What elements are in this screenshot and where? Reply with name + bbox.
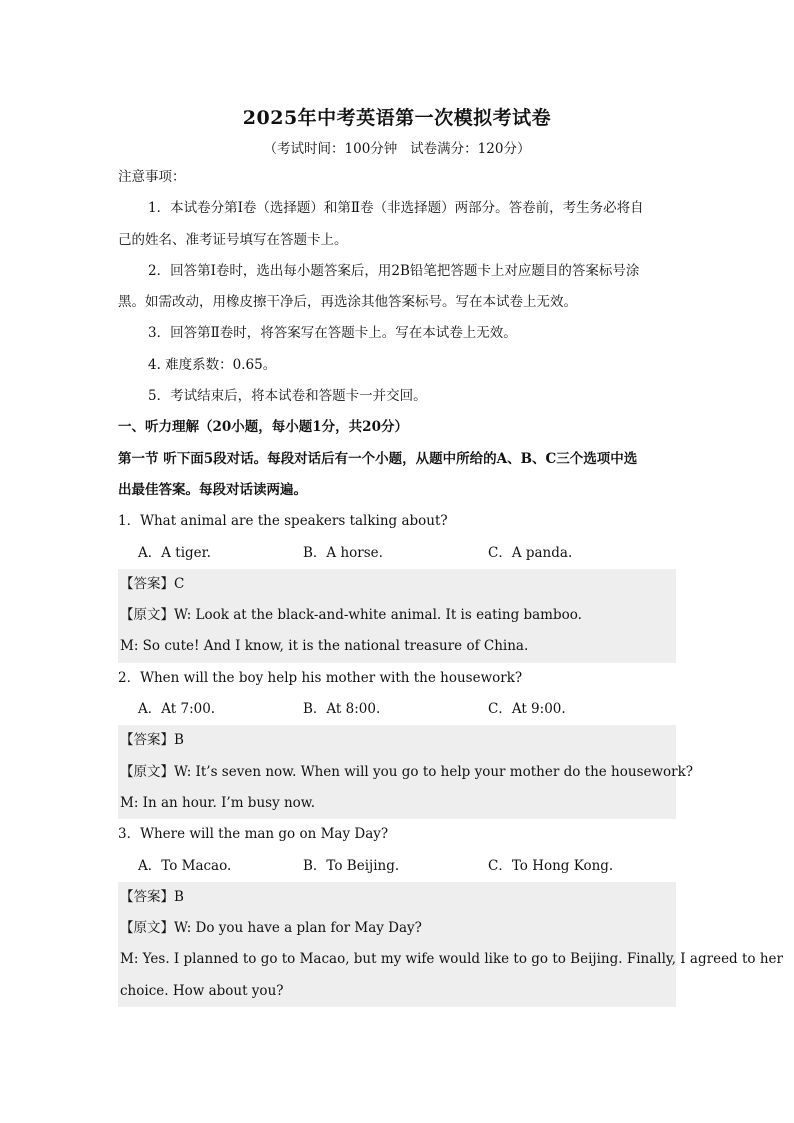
option-a: A．A tiger. xyxy=(138,544,211,561)
option-a: A．To Macao. xyxy=(138,857,232,874)
answer-label: 【答案】B xyxy=(120,888,184,905)
transcript-line: M: So cute! And I know, it is the national treasure of China. xyxy=(120,638,529,655)
transcript-line: choice. How about you? xyxy=(120,982,284,999)
question-stem: 3．Where will the man go on May Day? xyxy=(118,826,389,843)
option-c: C．A panda. xyxy=(488,544,573,561)
notes-heading: 注意事项： xyxy=(118,169,186,185)
question-options xyxy=(118,694,676,725)
option-c: C．At 9:00. xyxy=(488,701,566,718)
note-line: 黑。如需改动，用橡皮擦干净后，再选涂其他答案标号。写在本试卷上无效。 xyxy=(118,294,577,311)
question-stem: 1．What animal are the speakers talking about? xyxy=(118,513,448,530)
answer-label: 【答案】B xyxy=(120,732,184,749)
note-line: 4. 难度系数：0.65。 xyxy=(148,356,277,373)
transcript-line: M: In an hour. I’m busy now. xyxy=(120,794,316,811)
note-line: 5．考试结束后，将本试卷和答题卡一并交回。 xyxy=(148,388,427,405)
option-b: B．To Beijing. xyxy=(303,857,400,874)
transcript-line: 【原文】W: It’s seven now. When will you go to help your mother do the housework? xyxy=(120,763,694,780)
section-instruction: 第一节 听下面5段对话。每段对话后有一个小题，从题中所给的A、B、C三个选项中选 xyxy=(118,450,638,467)
section-instruction: 出最佳答案。每段对话读两遍。 xyxy=(118,481,307,498)
section-heading: 一、听力理解（20小题，每小题1分，共20分） xyxy=(118,419,408,436)
transcript-line: 【原文】W: Do you have a plan for May Day? xyxy=(120,920,422,937)
exam-page xyxy=(118,100,783,1007)
question-options xyxy=(118,851,676,882)
option-c: C．To Hong Kong. xyxy=(488,857,614,874)
note-line: 2．回答第Ⅰ卷时，选出每小题答案后，用2B铅笔把答题卡上对应题目的答案标号涂 xyxy=(148,262,640,279)
question-stem: 2．When will the boy help his mother with the housework? xyxy=(118,669,523,686)
exam-title: 2025年中考英语第一次模拟考试卷 xyxy=(242,107,552,129)
answer-box xyxy=(118,882,783,1007)
option-a: A．At 7:00. xyxy=(138,701,216,718)
transcript-line: M: Yes. I planned to go to Macao, but my wife would like to go to Beijing. Finally, I agreed to her xyxy=(120,951,783,968)
transcript-line: 【原文】W: Look at the black-and-white animal. It is eating bamboo. xyxy=(120,607,582,624)
note-line: 己的姓名、准考证号填写在答题卡上。 xyxy=(118,231,348,248)
option-b: B．At 8:00. xyxy=(303,701,381,718)
answer-box xyxy=(118,725,694,819)
note-line: 3．回答第Ⅱ卷时，将答案写在答题卡上。写在本试卷上无效。 xyxy=(148,325,517,342)
option-b: B．A horse. xyxy=(303,544,383,561)
answer-label: 【答案】C xyxy=(120,575,185,592)
question-options xyxy=(118,538,676,569)
answer-box xyxy=(118,569,676,663)
exam-subtitle: （考试时间：100分钟 试卷满分：120分） xyxy=(263,141,531,157)
note-line: 1．本试卷分第Ⅰ卷（选择题）和第Ⅱ卷（非选择题）两部分。答卷前，考生务必将自 xyxy=(148,200,644,217)
